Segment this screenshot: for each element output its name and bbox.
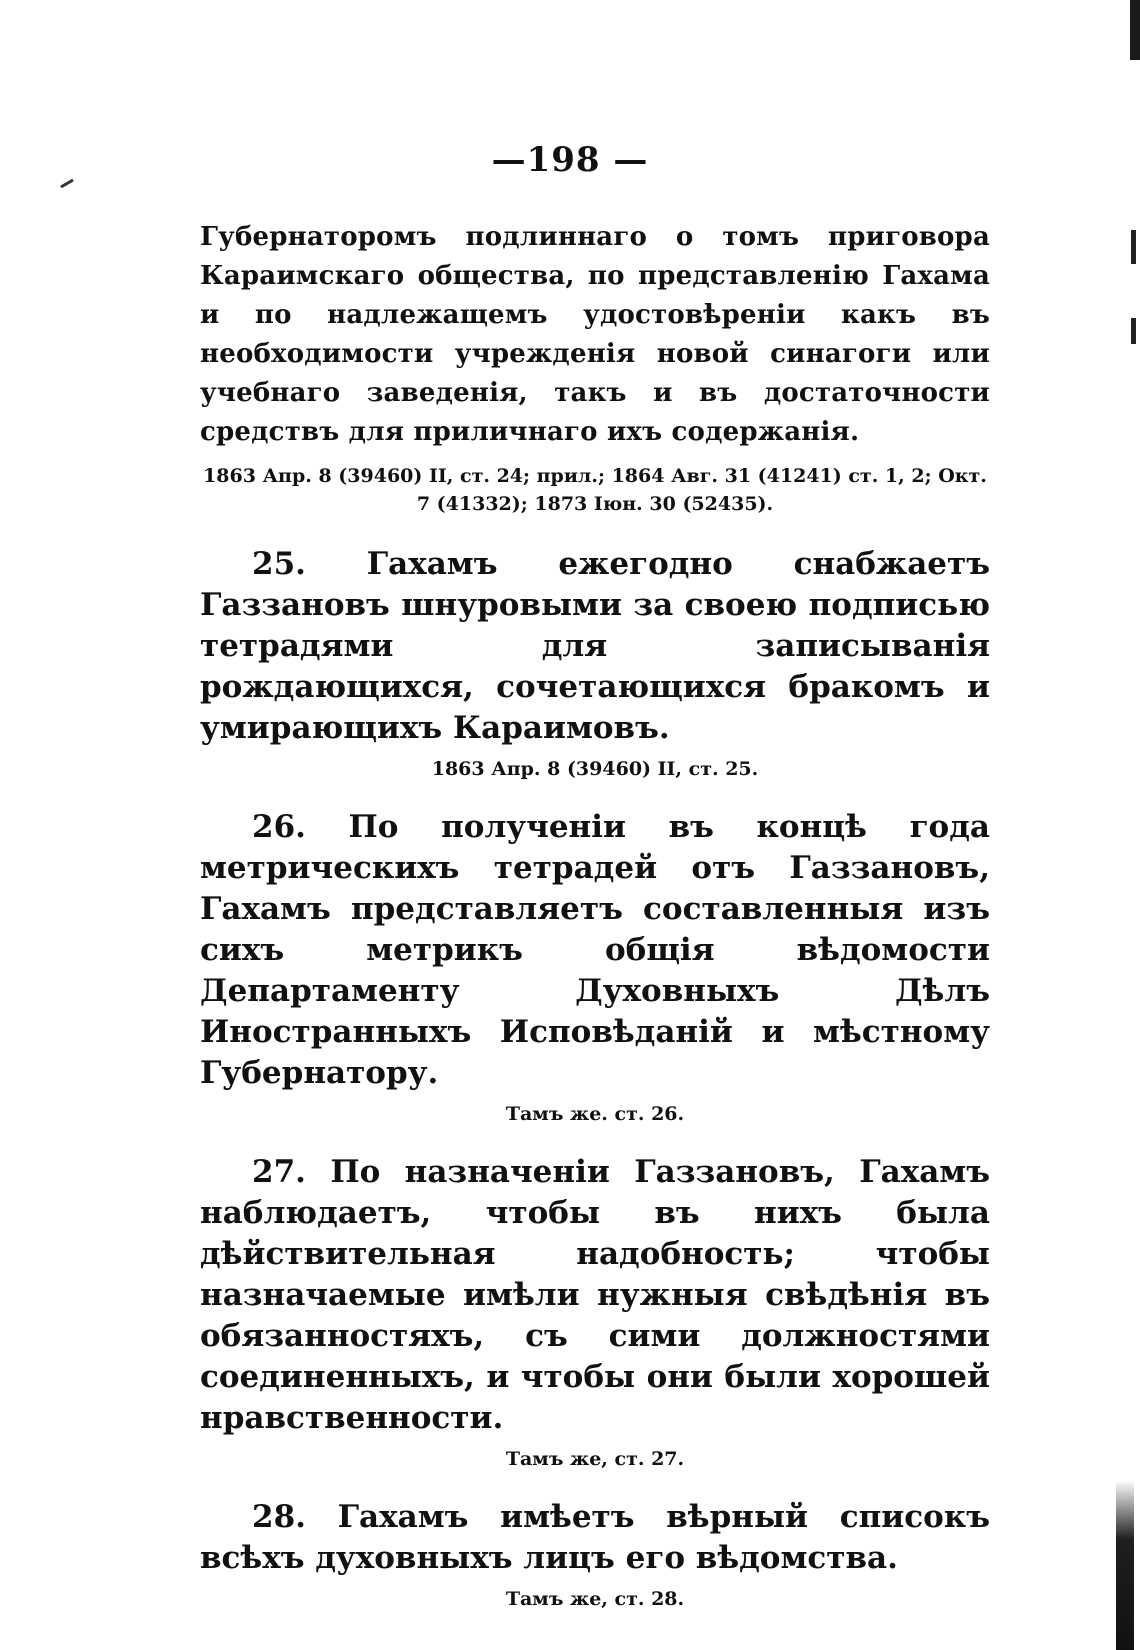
article-text: Гахамъ ежегодно снабжаетъ Газзановъ шнуровыми за своею подписью тетрадями для записыванія рождающихся, сочетающихся бракомъ и умирающихъ Караимовъ. [200, 546, 991, 746]
article-27 [200, 1152, 990, 1439]
citation: 1863 Апр. 8 (39460) II, ст. 25. [431, 758, 759, 780]
citation: Тамъ же, ст. 27. [505, 1448, 685, 1470]
article-text: По полученіи въ концѣ года метрическихъ тетрадей отъ Газзановъ, Гахамъ представляетъ составленныя изъ сихъ метрикъ общія вѣдомости Департаменту Духовныхъ Дѣлъ Иностранныхъ Исповѣданій и мѣстному Губернатору. [200, 809, 990, 1091]
article-number: 25. [252, 546, 306, 582]
citation: Тамъ же, ст. 28. [505, 1588, 685, 1610]
page-number: —198 — [491, 140, 649, 180]
article-25 [200, 544, 990, 749]
scan-edge [1130, 0, 1140, 60]
article-text: Гахамъ имѣетъ вѣрный списокъ всѣхъ духовныхъ лицъ его вѣдомства. [200, 1499, 990, 1576]
article-number: 27. [252, 1154, 306, 1190]
article-text: По назначеніи Газзановъ, Гахамъ наблюдаетъ, чтобы въ нихъ была дѣйствительная надобность; чтобы назначаемые имѣли нужныя свѣдѣнія въ обязанностяхъ, съ сими должностями соединенныхъ, и чтобы они были хорошей нравственности. [200, 1154, 990, 1436]
citation: 1863 Апр. 8 (39460) II, ст. 24; прил.; 1864 Авг. 31 (41241) ст. 1, 2; Окт. 7 (41332); 1873 Іюн. 30 (52435). [203, 465, 987, 515]
article-number: 26. [252, 809, 306, 845]
text-column [200, 218, 990, 1637]
article-26 [200, 807, 990, 1094]
scan-edge-mark [1131, 230, 1136, 264]
scan-edge-bottom [1116, 1480, 1134, 1650]
scan-edge-mark [1131, 318, 1136, 344]
citation: Тамъ же. ст. 26. [505, 1103, 685, 1125]
article-28 [200, 1497, 990, 1579]
article-number: 28. [252, 1499, 306, 1535]
paragraph-continuation: Губернаторомъ подлиннаго о томъ приговора Караимскаго общества, по представленію Гахама и по надлежащемъ удостовѣреніи какъ въ необходимости учрежденія новой синагоги или учебнаго заведенія, такъ и въ достаточности средствъ для приличнаго ихъ содержанія. [200, 222, 990, 447]
scan-artifact [60, 179, 74, 189]
